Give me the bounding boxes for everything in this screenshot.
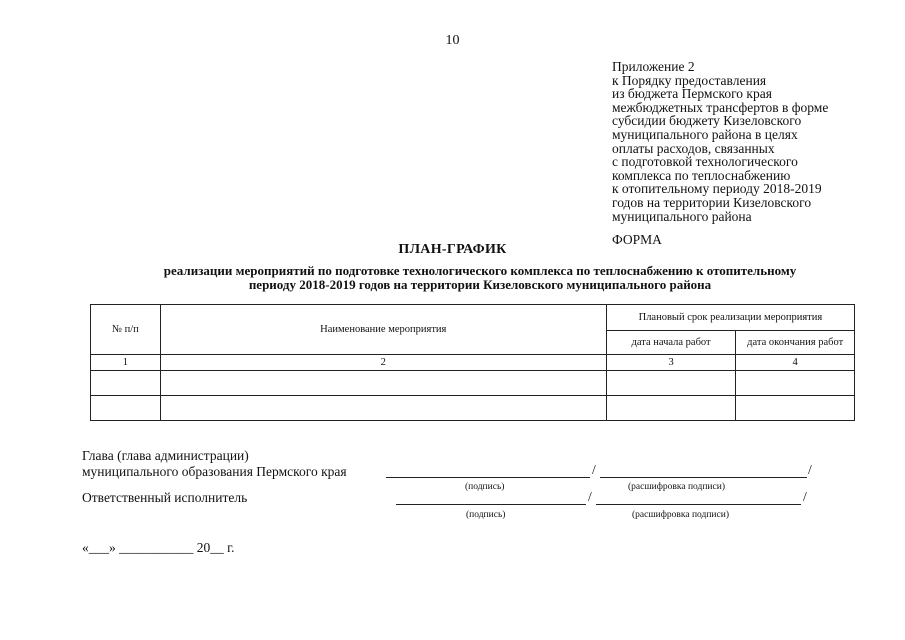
table-cell[interactable] bbox=[606, 396, 736, 421]
appendix-line: с подготовкой технологического bbox=[612, 154, 798, 170]
table-row bbox=[91, 371, 855, 396]
head-signature-caption: (подпись) bbox=[465, 482, 505, 492]
appendix-line: из бюджета Пермского края bbox=[612, 86, 772, 102]
table-cell[interactable] bbox=[736, 371, 855, 396]
head-decode-caption: (расшифровка подписи) bbox=[628, 482, 725, 492]
head-title-line2: муниципального образования Пермского края bbox=[82, 464, 347, 479]
column-number-row bbox=[91, 355, 855, 371]
appendix-line: к Порядку предоставления bbox=[612, 72, 767, 88]
head-slash: / bbox=[592, 462, 596, 477]
appendix-line: муниципального района в целях bbox=[612, 126, 798, 142]
table-cell[interactable] bbox=[160, 371, 606, 396]
executor-label: Ответственный исполнитель bbox=[82, 490, 248, 505]
table-cell[interactable] bbox=[160, 396, 606, 421]
column-number: 2 bbox=[160, 355, 606, 371]
appendix-line: к отопительному периоду 2018-2019 bbox=[612, 181, 822, 197]
document-title: ПЛАН-ГРАФИК bbox=[398, 242, 507, 257]
table-header-row bbox=[91, 305, 855, 331]
header-num: № п/п bbox=[91, 305, 161, 355]
executor-signature-caption: (подпись) bbox=[466, 510, 506, 520]
header-name: Наименование мероприятия bbox=[160, 305, 606, 355]
appendix-line: оплаты расходов, связанных bbox=[612, 140, 775, 156]
appendix-block bbox=[612, 60, 882, 223]
executor-slash-end: / bbox=[803, 489, 807, 504]
forma-label: ФОРМА bbox=[612, 232, 662, 247]
column-number: 3 bbox=[606, 355, 736, 371]
appendix-line: муниципального района bbox=[612, 208, 752, 224]
table-row bbox=[91, 396, 855, 421]
appendix-line: Приложение 2 bbox=[612, 59, 695, 74]
subtitle-line: периоду 2018-2019 годов на территории Кизеловского муниципального района bbox=[248, 276, 712, 292]
appendix-line: межбюджетных трансфертов в форме bbox=[612, 99, 829, 115]
executor-decode-line[interactable] bbox=[596, 504, 801, 505]
date-line: «___» ___________ 20__ г. bbox=[82, 540, 235, 555]
executor-decode-caption: (расшифровка подписи) bbox=[632, 510, 729, 520]
table-cell[interactable] bbox=[606, 371, 736, 396]
executor-slash: / bbox=[588, 489, 592, 504]
subtitle-line: реализации мероприятий по подготовке технологического комплекса по теплоснабжению к отопительному bbox=[163, 263, 797, 278]
appendix-line: комплекса по теплоснабжению bbox=[612, 167, 791, 183]
plan-table bbox=[90, 304, 855, 421]
head-signature-line[interactable] bbox=[386, 477, 590, 478]
table-cell[interactable] bbox=[91, 396, 161, 421]
header-planned-period: Плановый срок реализации мероприятия bbox=[606, 305, 854, 331]
header-end-date: дата окончания работ bbox=[736, 331, 855, 355]
appendix-line: годов на территории Кизеловского bbox=[612, 194, 812, 210]
document-subtitle bbox=[90, 264, 870, 291]
executor-signature-line[interactable] bbox=[396, 504, 586, 505]
column-number: 1 bbox=[91, 355, 161, 371]
table-cell[interactable] bbox=[91, 371, 161, 396]
table-cell[interactable] bbox=[736, 396, 855, 421]
header-start-date: дата начала работ bbox=[606, 331, 736, 355]
head-title-line1: Глава (глава администрации) bbox=[82, 448, 249, 463]
column-number: 4 bbox=[736, 355, 855, 371]
appendix-line: субсидии бюджету Кизеловского bbox=[612, 113, 802, 129]
head-slash-end: / bbox=[808, 462, 812, 477]
page-number: 10 bbox=[445, 33, 460, 48]
head-decode-line[interactable] bbox=[600, 477, 807, 478]
